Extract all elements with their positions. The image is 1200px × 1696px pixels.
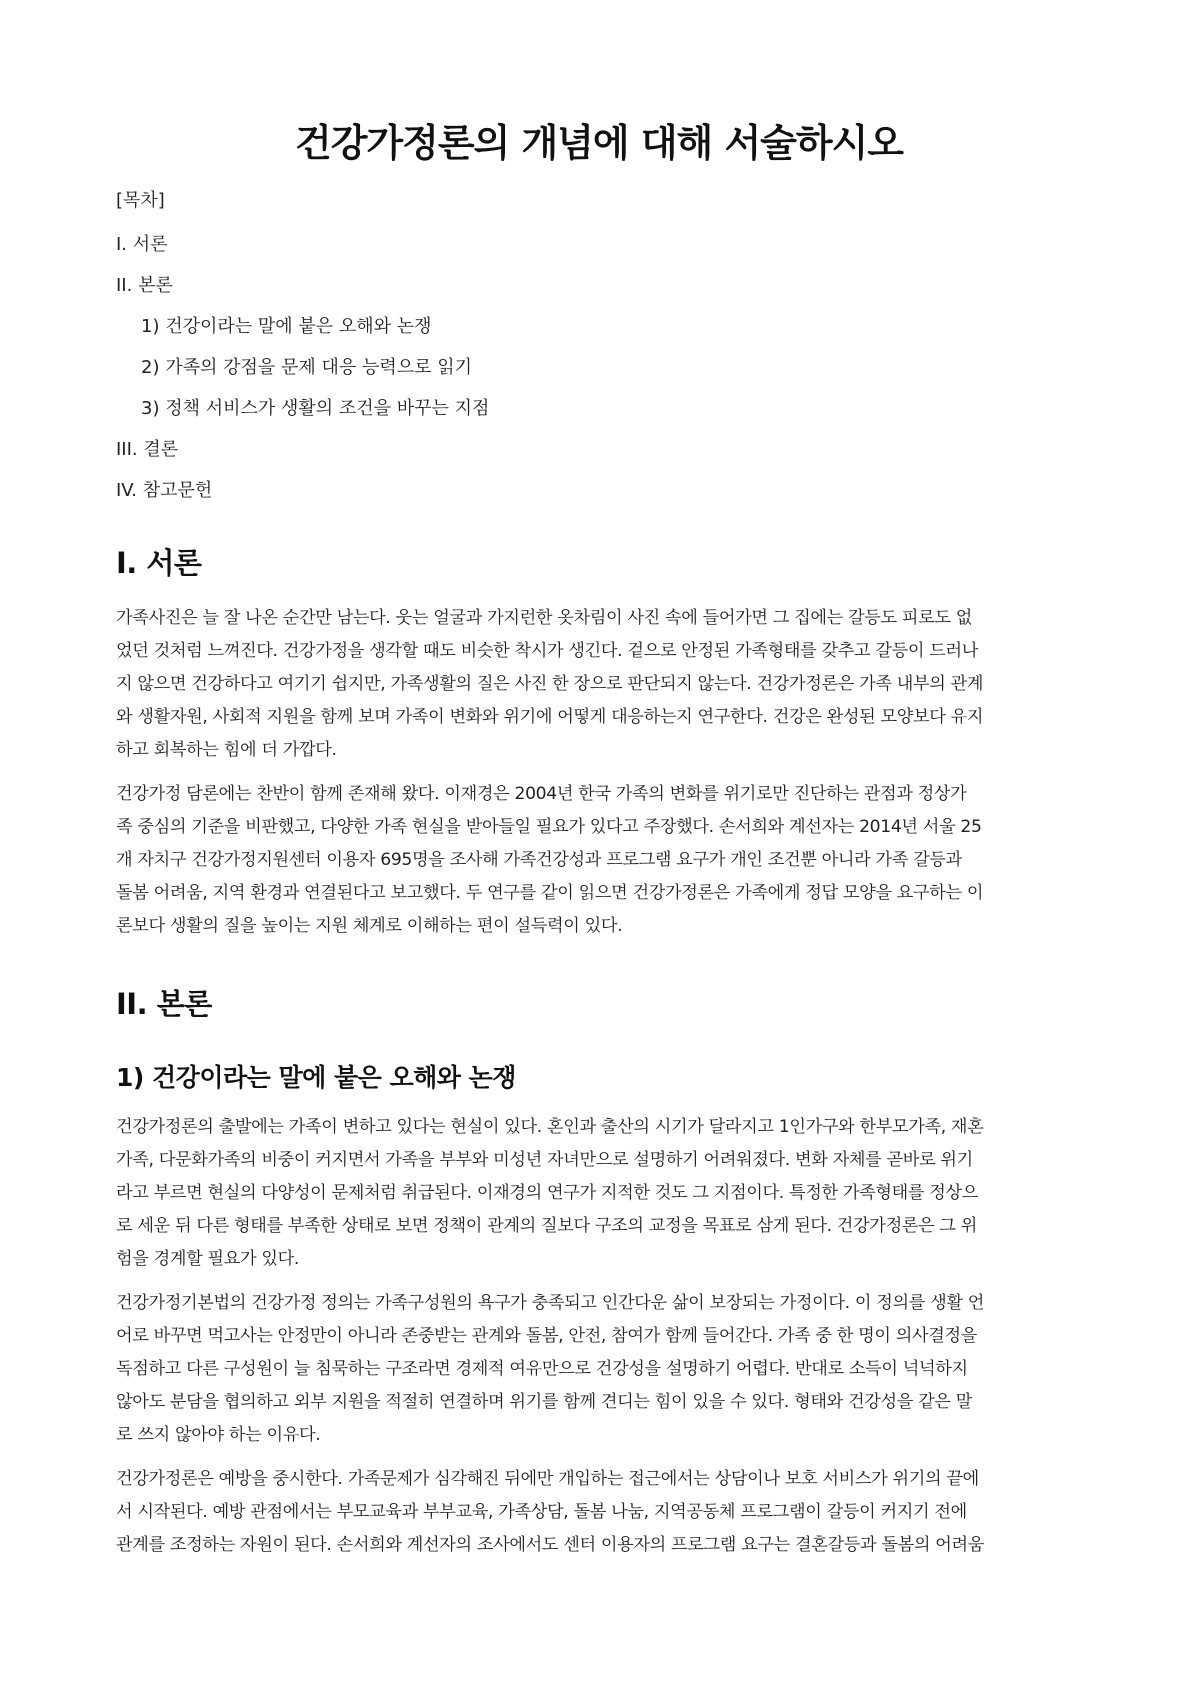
toc-item-conclusion: III. 결론 xyxy=(116,439,179,460)
text-line: 어로 바꾸면 먹고사는 안정만이 아니라 존중받는 관계와 돌봄, 안전, 참여가 함께 들어간다. 가족 중 한 명이 의사결정을 xyxy=(116,1326,978,1346)
section-heading-body: II. 본론 xyxy=(116,987,212,1021)
body-paragraph-1 xyxy=(116,1111,1082,1276)
toc-item-body-2: 2) 가족의 강점을 문제 대응 능력으로 읽기 xyxy=(141,357,473,378)
text-line: 돌봄 어려움, 지역 환경과 연결된다고 보고했다. 두 연구를 같이 읽으면 건강가정론은 가족에게 정답 모양을 요구하는 이 xyxy=(116,883,984,903)
text-line: 건강가정기본법의 건강가정 정의는 가족구성원의 욕구가 충족되고 인간다운 삶이 보장되는 가정이다. 이 정의를 생활 언 xyxy=(116,1293,984,1313)
text-line: 관계를 조정하는 자원이 된다. 손서희와 계선자의 조사에서도 센터 이용자의 프로그램 요구는 결혼갈등과 돌봄의 어려움 xyxy=(116,1535,984,1555)
section-heading-intro: I. 서론 xyxy=(116,546,202,580)
text-line: 않아도 분담을 협의하고 외부 지원을 적절히 연결하며 위기를 함께 견디는 힘이 있을 수 있다. 형태와 건강성을 같은 말 xyxy=(116,1392,972,1412)
intro-paragraph-1 xyxy=(116,602,1082,767)
table-of-contents xyxy=(116,190,1082,502)
text-line: 지 않으면 건강하다고 여기기 쉽지만, 가족생활의 질은 사진 한 장으로 판단되지 않는다. 건강가정론은 가족 내부의 관계 xyxy=(116,674,984,694)
toc-item-body-1: 1) 건강이라는 말에 붙은 오해와 논쟁 xyxy=(141,316,432,337)
text-line: 건강가정 담론에는 찬반이 함께 존재해 왔다. 이재경은 2004년 한국 가족의 변화를 위기로만 진단하는 관점과 정상가 xyxy=(116,784,967,804)
toc-item-intro: I. 서론 xyxy=(116,234,168,255)
text-line: 험을 경계할 필요가 있다. xyxy=(116,1249,299,1269)
text-line: 로 세운 뒤 다른 형태를 부족한 상태로 보면 정책이 관계의 질보다 구조의 교정을 목표로 삼게 된다. 건강가정론은 그 위 xyxy=(116,1216,978,1236)
subsection-heading-1: 1) 건강이라는 말에 붙은 오해와 논쟁 xyxy=(116,1063,516,1092)
body-paragraph-3 xyxy=(116,1463,1082,1562)
text-line: 건강가정론은 예방을 중시한다. 가족문제가 심각해진 뒤에만 개입하는 접근에서는 상담이나 보호 서비스가 위기의 끝에 xyxy=(116,1469,979,1489)
toc-item-body-3: 3) 정책 서비스가 생활의 조건을 바꾸는 지점 xyxy=(141,398,490,419)
text-line: 가족사진은 늘 잘 나온 순간만 남는다. 웃는 얼굴과 가지런한 옷차림이 사진 속에 들어가면 그 집에는 갈등도 피로도 없 xyxy=(116,608,972,628)
toc-item-references: IV. 참고문헌 xyxy=(116,480,213,501)
text-line: 가족, 다문화가족의 비중이 커지면서 가족을 부부와 미성년 자녀만으로 설명하기 어려워졌다. 변화 자체를 곧바로 위기 xyxy=(116,1150,973,1170)
text-line: 독점하고 다른 구성원이 늘 침묵하는 구조라면 경제적 여유만으로 건강성을 설명하기 어렵다. 반대로 소득이 넉넉하지 xyxy=(116,1359,968,1379)
text-line: 족 중심의 기준을 비판했고, 다양한 가족 현실을 받아들일 필요가 있다고 주장했다. 손서희와 계선자는 2014년 서울 25 xyxy=(116,817,982,837)
text-line: 하고 회복하는 힘에 더 가깝다. xyxy=(116,740,337,760)
document-title: 건강가정론의 개념에 대해 서술하시오 xyxy=(294,121,904,165)
text-line: 로 쓰지 않아야 하는 이유다. xyxy=(116,1425,321,1445)
text-line: 건강가정론의 출발에는 가족이 변하고 있다는 현실이 있다. 혼인과 출산의 시기가 달라지고 1인가구와 한부모가족, 재혼 xyxy=(116,1117,984,1137)
toc-heading: [목차] xyxy=(116,190,165,211)
body-paragraph-2 xyxy=(116,1287,1082,1452)
text-line: 서 시작된다. 예방 관점에서는 부모교육과 부부교육, 가족상담, 돌봄 나눔, 지역공동체 프로그램이 갈등이 커지기 전에 xyxy=(116,1502,967,1522)
intro-paragraph-2 xyxy=(116,778,1082,943)
text-line: 와 생활자원, 사회적 지원을 함께 보며 가족이 변화와 위기에 어떻게 대응하는지 연구한다. 건강은 완성된 모양보다 유지 xyxy=(116,707,984,727)
text-line: 론보다 생활의 질을 높이는 지원 체계로 이해하는 편이 설득력이 있다. xyxy=(116,916,623,936)
text-line: 개 자치구 건강가정지원센터 이용자 695명을 조사해 가족건강성과 프로그램 요구가 개인 조건뿐 아니라 가족 갈등과 xyxy=(116,850,962,870)
text-line: 라고 부르면 현실의 다양성이 문제처럼 취급된다. 이재경의 연구가 지적한 것도 그 지점이다. 특정한 가족형태를 정상으 xyxy=(116,1183,978,1203)
text-line: 었던 것처럼 느껴진다. 건강가정을 생각할 때도 비슷한 착시가 생긴다. 겉으로 안정된 가족형태를 갖추고 갈등이 드러나 xyxy=(116,641,978,661)
toc-item-body: II. 본론 xyxy=(116,275,173,296)
